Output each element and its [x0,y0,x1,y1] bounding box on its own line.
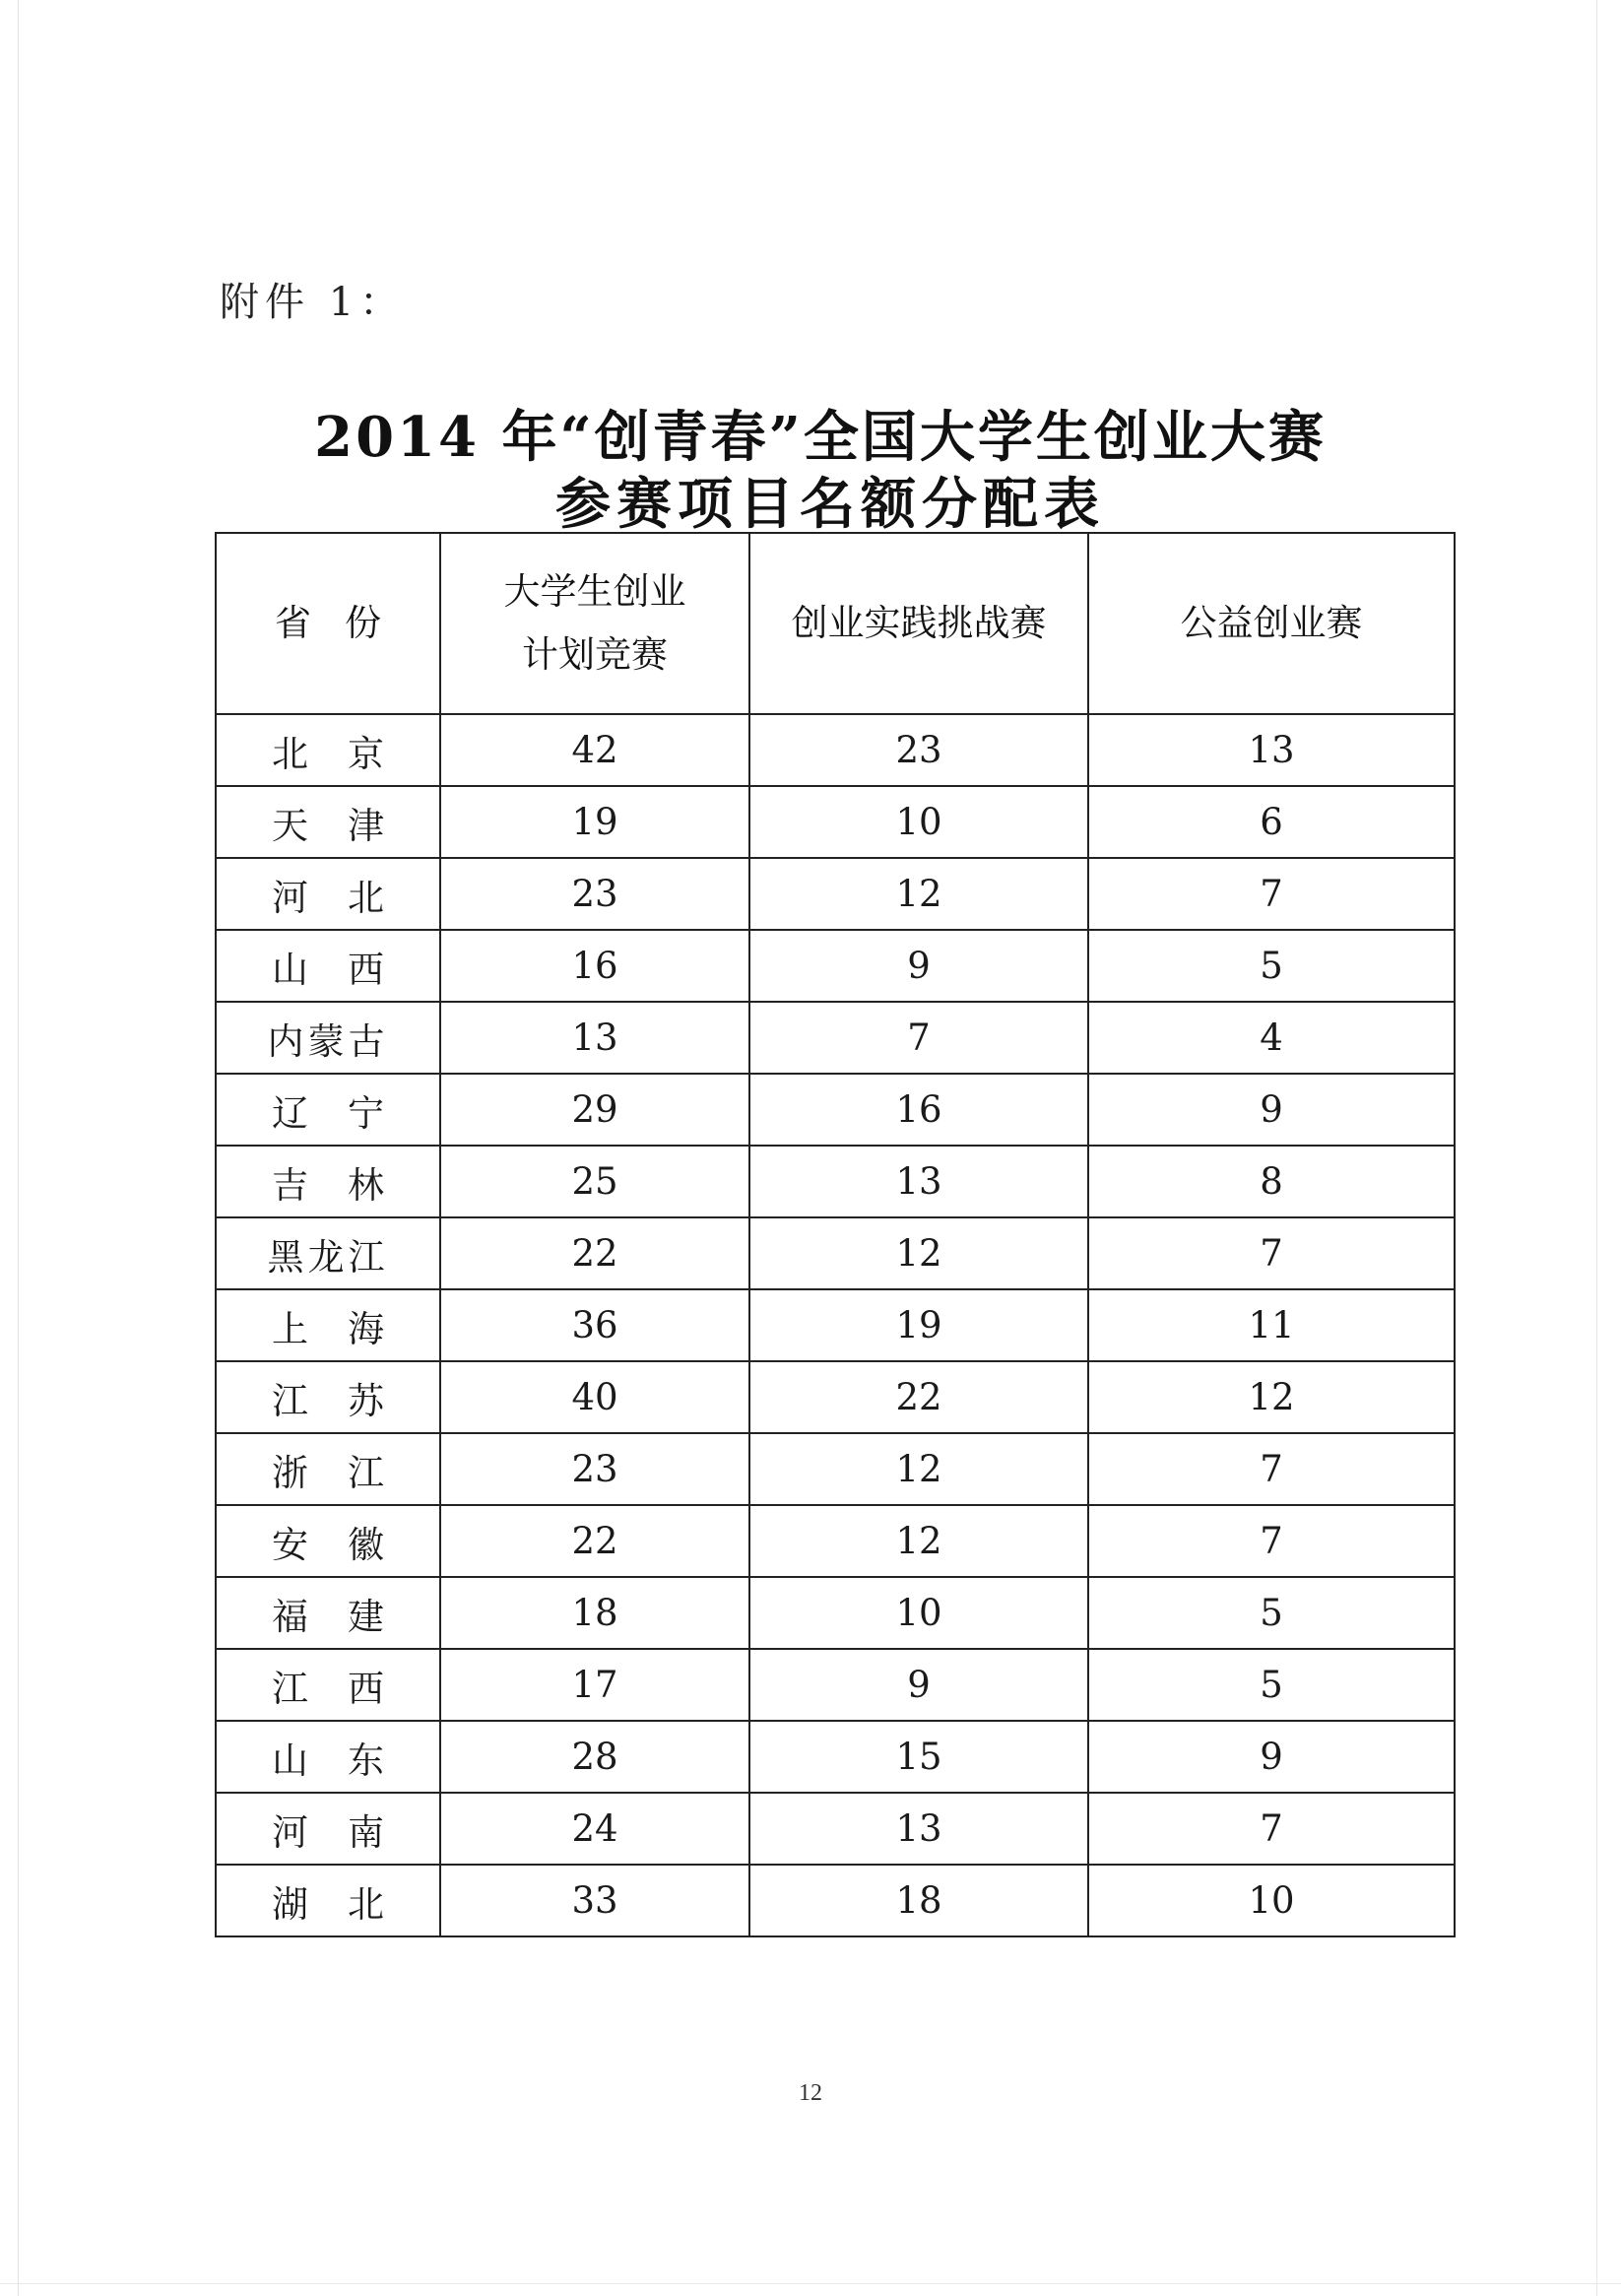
province-cell [216,1433,440,1505]
plan-competition-quota: 23 [440,858,749,930]
province-name: 湖北 [272,1882,423,1926]
province-cell [216,1649,440,1721]
charity-competition-quota: 5 [1088,1577,1455,1649]
plan-competition-quota: 13 [440,1002,749,1074]
province-cell [216,786,440,858]
practice-challenge-quota: 10 [749,786,1088,858]
page-edge-right [1596,0,1597,2296]
province-name: 黑龙江 [267,1235,389,1279]
header-province-label: 省份 [275,602,415,644]
header-plan-competition [440,533,749,714]
charity-competition-quota: 11 [1088,1289,1455,1361]
header-plan-line1: 大学生创业 [503,570,686,613]
table-row [216,1433,1455,1505]
header-charity-competition [1088,533,1455,714]
province-cell [216,1721,440,1793]
page-number: 12 [799,2080,822,2106]
charity-competition-quota: 5 [1088,1649,1455,1721]
table-row [216,1289,1455,1361]
province-name: 江苏 [272,1379,423,1422]
plan-competition-quota: 22 [440,1217,749,1289]
plan-competition-quota: 22 [440,1505,749,1577]
practice-challenge-quota: 9 [749,1649,1088,1721]
attachment-label: 附件 1： [220,280,406,325]
plan-competition-quota: 24 [440,1793,749,1865]
province-name: 北京 [272,732,423,775]
page-edge-left [18,0,19,2296]
province-cell [216,1217,440,1289]
table-row [216,1217,1455,1289]
charity-competition-quota: 7 [1088,1433,1455,1505]
document-title-line-2: 参赛项目名额分配表 [555,472,1105,537]
plan-competition-quota: 17 [440,1649,749,1721]
practice-challenge-quota: 13 [749,1793,1088,1865]
table-header-row [216,533,1455,714]
header-practice-challenge [749,533,1088,714]
table-row [216,1074,1455,1146]
practice-challenge-quota: 19 [749,1289,1088,1361]
plan-competition-quota: 16 [440,930,749,1002]
province-cell [216,930,440,1002]
practice-challenge-quota: 15 [749,1721,1088,1793]
province-name: 江西 [272,1667,423,1710]
charity-competition-quota: 7 [1088,858,1455,930]
charity-competition-quota: 9 [1088,1074,1455,1146]
charity-competition-quota: 4 [1088,1002,1455,1074]
charity-competition-quota: 13 [1088,714,1455,786]
table-body [216,714,1455,1936]
province-name: 辽宁 [272,1091,423,1135]
charity-competition-quota: 7 [1088,1793,1455,1865]
practice-challenge-quota: 10 [749,1577,1088,1649]
table-row [216,1002,1455,1074]
plan-competition-quota: 28 [440,1721,749,1793]
charity-competition-quota: 5 [1088,930,1455,1002]
table-row [216,1865,1455,1936]
practice-challenge-quota: 9 [749,930,1088,1002]
plan-competition-quota: 33 [440,1865,749,1936]
practice-challenge-quota: 12 [749,858,1088,930]
plan-competition-quota: 29 [440,1074,749,1146]
practice-challenge-quota: 18 [749,1865,1088,1936]
province-name: 山东 [272,1738,423,1782]
province-cell [216,1146,440,1217]
header-charity-label: 公益创业赛 [1180,602,1363,644]
table-row [216,1146,1455,1217]
province-cell [216,1865,440,1936]
province-cell [216,1289,440,1361]
quota-allocation-table [215,532,1456,1937]
practice-challenge-quota: 23 [749,714,1088,786]
practice-challenge-quota: 7 [749,1002,1088,1074]
plan-competition-quota: 25 [440,1146,749,1217]
province-cell [216,1793,440,1865]
plan-competition-quota: 23 [440,1433,749,1505]
province-name: 河北 [272,876,423,919]
province-cell [216,1577,440,1649]
plan-competition-quota: 40 [440,1361,749,1433]
charity-competition-quota: 9 [1088,1721,1455,1793]
table-row [216,1721,1455,1793]
plan-competition-quota: 19 [440,786,749,858]
page-bottom-edge [0,2283,1621,2284]
plan-competition-quota: 36 [440,1289,749,1361]
charity-competition-quota: 7 [1088,1505,1455,1577]
table-row [216,786,1455,858]
province-cell [216,714,440,786]
table-row [216,1577,1455,1649]
table-row [216,714,1455,786]
practice-challenge-quota: 16 [749,1074,1088,1146]
province-cell [216,1002,440,1074]
province-name: 吉林 [272,1163,423,1207]
practice-challenge-quota: 13 [749,1146,1088,1217]
document-title-line-1: 2014 年“创青春”全国大学生创业大赛 [314,405,1327,470]
charity-competition-quota: 12 [1088,1361,1455,1433]
province-name: 内蒙古 [267,1019,389,1063]
province-name: 上海 [272,1307,423,1350]
province-name: 浙江 [272,1451,423,1494]
table-row [216,1793,1455,1865]
table-row [216,1505,1455,1577]
province-name: 天津 [272,804,423,847]
practice-challenge-quota: 12 [749,1433,1088,1505]
table-row [216,1649,1455,1721]
practice-challenge-quota: 22 [749,1361,1088,1433]
province-cell [216,1505,440,1577]
plan-competition-quota: 42 [440,714,749,786]
province-name: 安徽 [272,1523,423,1566]
province-name: 山西 [272,948,423,991]
charity-competition-quota: 8 [1088,1146,1455,1217]
header-province [216,533,440,714]
province-cell [216,1074,440,1146]
table-row [216,1361,1455,1433]
table-row [216,930,1455,1002]
province-name: 福建 [272,1595,423,1638]
table-row [216,858,1455,930]
charity-competition-quota: 10 [1088,1865,1455,1936]
province-name: 河南 [272,1810,423,1854]
province-cell [216,858,440,930]
practice-challenge-quota: 12 [749,1505,1088,1577]
plan-competition-quota: 18 [440,1577,749,1649]
charity-competition-quota: 7 [1088,1217,1455,1289]
practice-challenge-quota: 12 [749,1217,1088,1289]
province-cell [216,1361,440,1433]
charity-competition-quota: 6 [1088,786,1455,858]
header-practice-label: 创业实践挑战赛 [791,602,1047,644]
header-plan-line2: 计划竞赛 [522,633,668,676]
